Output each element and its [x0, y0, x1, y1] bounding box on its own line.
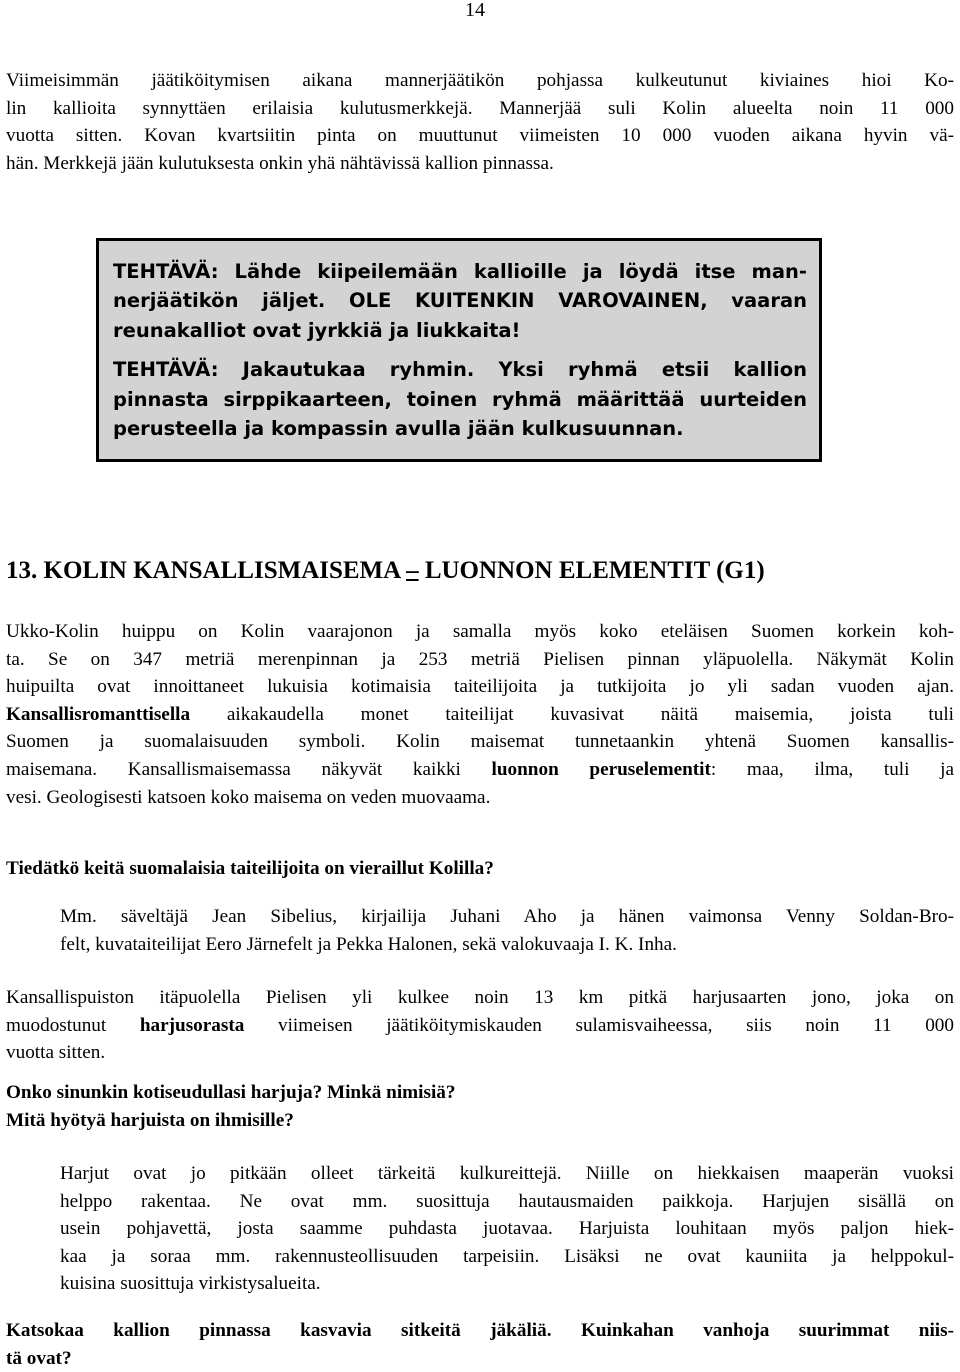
task-line: pinnasta sirppikaarteen, toinen ryhmä määrittää uurteiden — [113, 387, 807, 411]
task-box — [96, 238, 822, 462]
task-line: nerjäätikön jäljet. OLE KUITENKIN VAROVAINEN, vaaran — [113, 289, 807, 313]
bold-term: harjusorasta — [139, 1014, 245, 1036]
text-line: Katsokaa kallion pinnassa kasvavia sitkeitä jäkäliä. Kuinkahan vanhoja suurimmat niis- — [6, 1320, 954, 1341]
task-1 — [113, 257, 807, 345]
text-line: kuisina suosittuja virkistysalueita. — [60, 1273, 321, 1295]
text-line: Kansallispuiston itäpuolella Pielisen yli kulkee noin 13 km pitkä harjusaarten jono, joka on — [6, 987, 954, 1008]
question-artists: Tiedätkö keitä suomalaisia taiteilijoita on vieraillut Kolilla? — [6, 858, 494, 879]
text-line: Viimeisimmän jäätiköitymisen aikana mannerjäätikön pohjassa kulkeutunut kiviaines hioi Ko- — [6, 70, 954, 91]
section-paragraph — [6, 618, 954, 811]
question-eskers-benefit: Mitä hyötyä harjuista on ihmisille? — [6, 1110, 294, 1131]
text-line: felt, kuvataiteilijat Eero Järnefelt ja Pekka Halonen, sekä valokuvaaja I. K. Inha. — [60, 933, 677, 955]
answer-eskers — [60, 1160, 954, 1298]
heading-prefix: 13. KOLIN KANSALLISMAISEMA — [6, 557, 407, 584]
text-fragment: maisemana. Kansallismaisemassa näkyvät kaikki — [6, 758, 492, 780]
text-fragment: aikakaudella monet taiteilijat kuvasivat näitä maisemia, joista tuli — [190, 703, 954, 725]
heading-dash: – — [406, 557, 419, 584]
text-line: Mm. säveltäjä Jean Sibelius, kirjailija Juhani Aho ja hänen vaimonsa Venny Soldan-Bro- — [60, 906, 954, 927]
answer-artists — [60, 903, 954, 958]
text-line: tä ovat? — [6, 1347, 72, 1369]
esker-paragraph — [6, 984, 954, 1067]
text-line: vuotta sitten. Kovan kvartsiitin pinta on muuttunut viimeisten 10 000 vuoden aikana hyvin vä- — [6, 125, 954, 147]
text-line: Harjut ovat jo pitkään olleet tärkeitä kulkureittejä. Niille on hiekkaisen maaperän vuoksi — [60, 1163, 954, 1184]
heading-suffix: LUONNON ELEMENTIT (G1) — [418, 557, 765, 584]
text-line: usein pohjavettä, josta saamme puhdasta juotavaa. Harjuista louhitaan myös paljon hiek- — [60, 1218, 954, 1240]
text-line: kaa ja soraa mm. rakennusteollisuuden tarpeisiin. Lisäksi ne ovat kauniita ja helppokul- — [60, 1245, 954, 1267]
task-line: perusteella ja kompassin avulla jään kulkusuunnan. — [113, 416, 684, 440]
text-line — [6, 701, 954, 729]
text-line: helppo rakentaa. Ne ovat mm. suosittuja hautausmaiden paikkoja. Harjujen sisällä on — [60, 1190, 954, 1212]
task-line: TEHTÄVÄ: Lähde kiipeilemään kallioille ja löydä itse man- — [113, 260, 807, 283]
text-line: hän. Merkkejä jään kulutuksesta onkin yhä nähtävissä kallion pinnassa. — [6, 152, 554, 174]
text-line: vesi. Geologisesti katsoen koko maisema on veden muovaama. — [6, 786, 491, 808]
text-line: Suomen ja suomalaisuuden symboli. Kolin maisemat tunnetaankin yhtenä Suomen kansallis- — [6, 731, 954, 753]
question-lichens — [6, 1317, 954, 1372]
text-line — [6, 1012, 954, 1040]
text-line — [6, 756, 954, 784]
text-line: lin kallioita synnyttäen erilaisia kulutusmerkkejä. Mannerjää suli Kolin alueelta noin 11 000 — [6, 97, 954, 119]
task-line: reunakalliot ovat jyrkkiä ja liukkaita! — [113, 318, 521, 342]
text-line: huipuilta ovat innoittaneet lukuisia kotimaisia taiteilijoita ja tutkijoita jo yli sadan vuoden ajan. — [6, 676, 954, 698]
text-fragment: muodostunut — [6, 1014, 140, 1036]
section-heading — [6, 556, 765, 586]
bold-term: Kansallisromanttisella — [6, 703, 191, 725]
text-line: ta. Se on 347 metriä merenpinnan ja 253 metriä Pielisen pinnan yläpuolella. Näkymät Kolin — [6, 648, 954, 670]
task-line: TEHTÄVÄ: Jakautukaa ryhmin. Yksi ryhmä etsii kallion — [113, 358, 807, 382]
text-line: Ukko-Kolin huippu on Kolin vaarajonon ja samalla myös koko eteläisen Suomen korkein koh- — [6, 621, 954, 642]
task-2 — [113, 355, 807, 443]
question-eskers-home: Onko sinunkin kotiseudullasi harjuja? Minkä nimisiä? — [6, 1082, 456, 1103]
bold-term: luonnon peruselementit — [491, 758, 711, 780]
intro-paragraph — [6, 67, 954, 177]
page-number: 14 — [465, 0, 485, 21]
text-line: vuotta sitten. — [6, 1042, 106, 1064]
text-fragment: : maa, ilma, tuli ja — [710, 758, 954, 780]
text-fragment: viimeisen jäätiköitymiskauden sulamisvaiheessa, siis noin 11 000 — [244, 1014, 954, 1036]
